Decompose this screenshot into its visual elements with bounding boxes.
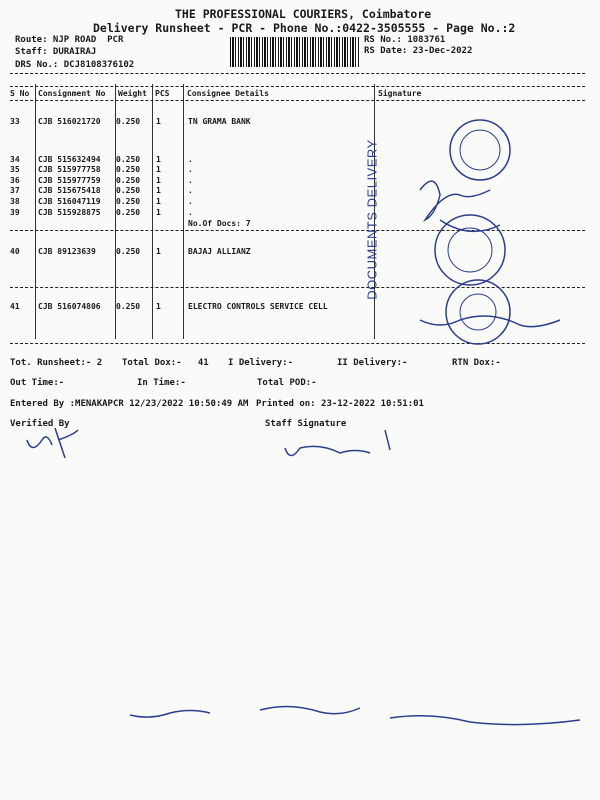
row-sno: 37 [10,186,20,195]
staff-label: Staff: DURAIRAJ [15,47,97,57]
row-pcs: 1 [156,186,161,195]
row-details: TN GRAMA BANK [188,117,251,126]
rtn-dox: RTN Dox:- [452,358,501,368]
row-sno: 39 [10,208,20,217]
rs-date: RS Date: 23-Dec-2022 [364,46,473,56]
row-details: ELECTRO CONTROLS SERVICE CELL [188,302,328,311]
row-sno: 33 [10,117,20,126]
row-sno: 38 [10,197,20,206]
allianz-seal-icon [435,215,505,285]
out-time: Out Time:- [10,378,65,388]
route-label: Route: NJP ROAD PCR [15,35,124,45]
total-pod: Total POD:- [257,378,317,388]
row-details: . [188,186,193,195]
i-delivery: I Delivery:- [228,358,294,368]
entered-by: Entered By :MENAKAPCR 12/23/2022 10:50:49 AM [10,399,249,409]
row-weight: 0.250 [116,186,141,195]
row-consignment: CJB 515977758 [38,165,101,174]
row-details: . [188,176,193,185]
title-line: Delivery Runsheet - PCR - Phone No.:0422-3505555 - Page No.:2 [93,21,516,35]
row-details: BAJAJ ALLIANZ [188,247,251,256]
row-pcs: 1 [156,208,161,217]
row-sno: 35 [10,165,20,174]
row-sno: 34 [10,155,20,164]
row-consignment: CJB 516021720 [38,117,101,126]
row-weight: 0.250 [116,247,141,256]
row-details: . [188,165,193,174]
no-of-docs: No.Of Docs: 7 [188,219,251,228]
row-details: . [188,197,193,206]
row-pcs: 1 [156,117,161,126]
row-consignment: CJB 516074806 [38,302,101,311]
col-header-details: Consignee Details [187,89,269,98]
row-sno: 40 [10,247,20,256]
row-weight: 0.250 [116,197,141,206]
row-consignment: CJB 515928875 [38,208,101,217]
staff-signature: Staff Signature [265,419,347,429]
rs-no: RS No.: 1083761 [364,35,446,45]
handwritten-signature-icon [27,181,580,724]
ii-delivery: II Delivery:- [337,358,408,368]
row-sno: 41 [10,302,20,311]
verified-by: Verified By [10,419,70,429]
col-header-signature: Signature [378,89,422,98]
electro-seal-icon [446,280,510,344]
col-header-weight: Weight [118,89,147,98]
row-consignment: CJB 515675418 [38,186,101,195]
col-header-sno: S No [10,89,30,98]
row-weight: 0.250 [116,176,141,185]
row-pcs: 1 [156,247,161,256]
row-pcs: 1 [156,302,161,311]
row-consignment: CJB 516047119 [38,197,101,206]
row-consignment: CJB 515977759 [38,176,101,185]
tot-runsheet: Tot. Runsheet:- 2 [10,358,103,368]
bank-seal-icon [450,120,510,180]
row-weight: 0.250 [116,302,141,311]
row-details: . [188,208,193,217]
row-weight: 0.250 [116,208,141,217]
row-weight: 0.250 [116,117,141,126]
col-header-consignment: Consignment No [38,89,106,98]
row-pcs: 1 [156,176,161,185]
total-dox: Total Dox:- 41 [122,358,209,368]
row-pcs: 1 [156,155,161,164]
company-line: THE PROFESSIONAL COURIERS, Coimbatore [175,7,432,21]
row-weight: 0.250 [116,165,141,174]
row-weight: 0.250 [116,155,141,164]
drs-label: DRS No.: DCJ8108376102 [15,60,135,70]
documents-delivery-stamp: DOCUMENTS DELIVERY [364,139,380,300]
printed-on: Printed on: 23-12-2022 10:51:01 [256,399,424,409]
col-header-pcs: PCS [155,89,170,98]
row-sno: 36 [10,176,20,185]
in-time: In Time:- [137,378,186,388]
row-consignment: CJB 515632494 [38,155,101,164]
row-consignment: CJB 89123639 [38,247,96,256]
row-pcs: 1 [156,197,161,206]
row-details: . [188,155,193,164]
row-pcs: 1 [156,165,161,174]
